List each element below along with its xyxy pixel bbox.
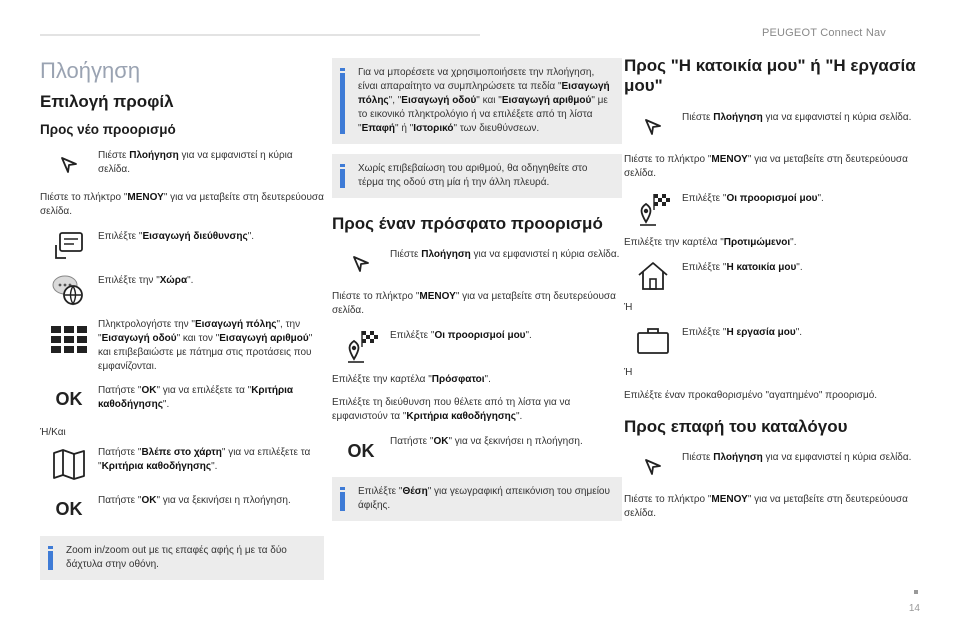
ok-icon	[332, 433, 390, 469]
column-2	[332, 58, 622, 531]
info-note	[332, 58, 622, 144]
address-entry-icon	[40, 228, 98, 264]
brand-label: PEUGEOT Connect Nav	[761, 27, 886, 39]
step-row	[624, 190, 916, 228]
step-text: Πατήστε "OK" για να επιλέξετε τα "Κριτήρια καθοδήγησης".	[98, 384, 294, 410]
ok-label: OK	[55, 499, 83, 520]
step-paragraph: Πιέστε το πλήκτρο "ΜΕΝΟΥ" για να μεταβείτε στη δευτερεύουσα σελίδα.	[332, 291, 616, 317]
column-1	[40, 46, 324, 590]
country-chat-globe-icon	[40, 272, 98, 308]
step-row	[40, 272, 324, 308]
step-text: Πιέστε Πλοήγηση για να εμφανιστεί η κύρια σελίδα.	[682, 111, 912, 123]
keyboard-grid-icon	[40, 316, 98, 364]
note-text: Επιλέξτε "Θέση" για γεωγραφική απεικόνιση του σημείου άφιξης.	[358, 486, 610, 512]
step-row	[40, 382, 324, 418]
page-marker	[914, 590, 918, 594]
column-3	[624, 42, 916, 530]
header-rule	[40, 34, 480, 36]
navigation-arrow-icon	[624, 449, 682, 485]
navigation-arrow-icon	[624, 109, 682, 145]
navigation-arrow-icon	[40, 147, 98, 183]
step-paragraph: Πιέστε το πλήκτρο "ΜΕΝΟΥ" για να μεταβείτε στη δευτερεύουσα σελίδα.	[624, 153, 908, 179]
step-paragraph: Επιλέξτε τη διεύθυνση που θέλετε από τη λίστα για να εμφανιστούν τα "Κριτήρια καθοδήγησης".	[332, 397, 571, 423]
step-paragraph: Επιλέξτε την καρτέλα "Πρόσφατοι".	[332, 374, 491, 386]
info-icon	[48, 546, 53, 570]
or-label: Ή	[624, 366, 633, 378]
step-row	[40, 492, 324, 528]
heading-select-profile: Επιλογή προφίλ	[40, 92, 174, 111]
step-row	[40, 147, 324, 183]
info-icon	[340, 487, 345, 511]
step-text: Πιέστε Πλοήγηση για να εμφανιστεί η κύρια σελίδα.	[390, 249, 620, 261]
or-and-label: Ή/Και	[40, 426, 66, 438]
navigation-arrow-icon	[332, 246, 390, 282]
step-text: Επιλέξτε "Η εργασία μου".	[682, 326, 803, 338]
step-text: Επιλέξτε "Εισαγωγή διεύθυνσης".	[98, 230, 255, 242]
ok-label: OK	[55, 389, 83, 410]
step-paragraph: Πιέστε το πλήκτρο "ΜΕΝΟΥ" για να μεταβείτε στη δευτερεύουσα σελίδα.	[624, 494, 908, 520]
step-paragraph: Επιλέξτε την καρτέλα "Προτιμώμενοι".	[624, 236, 797, 248]
info-note	[40, 536, 324, 580]
step-row	[332, 433, 622, 469]
info-icon	[340, 164, 345, 188]
ok-icon	[40, 492, 98, 528]
destinations-flag-pin-icon	[624, 190, 682, 228]
step-row	[624, 449, 916, 485]
step-text: Επιλέξτε την "Χώρα".	[98, 274, 194, 286]
subheading-new-destination: Προς νέο προορισμό	[40, 121, 176, 137]
step-row	[332, 327, 622, 365]
heading-home-work: Προς "Η κατοικία μου" ή "Η εργασία μου"	[624, 56, 916, 96]
home-icon	[624, 259, 682, 293]
step-text: Πατήστε "OK" για να ξεκινήσει η πλοήγηση.	[390, 436, 583, 448]
step-row	[624, 109, 916, 145]
heading-contact: Προς επαφή του καταλόγου	[624, 416, 848, 436]
page-header	[0, 0, 960, 40]
destinations-flag-pin-icon	[332, 327, 390, 365]
step-paragraph: Επιλέξτε έναν προκαθορισμένο "αγαπημένο" προορισμό.	[624, 389, 878, 401]
info-note	[332, 477, 622, 521]
step-row	[624, 324, 916, 358]
step-row	[40, 316, 324, 374]
or-label: Ή	[624, 301, 633, 313]
note-text: Για να μπορέσετε να χρησιμοποιήσετε την πλοήγηση, είναι απαραίτητο να συμπληρώσετε τα πεδία "Εισαγωγή πόλης", "Εισαγωγή οδού" και "Εισαγωγή αριθμού" με το εικονικό πληκτρολόγιο ή να επιλέξετε από τη λίστα "Επαφή" ή "Ιστορικό" των διευθύνσεων.	[358, 67, 610, 134]
page-number: 14	[908, 603, 920, 614]
step-text: Πιέστε Πλοήγηση για να εμφανιστεί η κύρια σελίδα.	[98, 149, 293, 175]
section-title: Πλοήγηση	[40, 58, 141, 83]
step-row	[40, 444, 324, 484]
step-row	[624, 259, 916, 293]
step-text: Πατήστε "OK" για να ξεκινήσει η πλοήγηση.	[98, 494, 291, 506]
info-note	[332, 154, 622, 198]
step-row	[40, 228, 324, 264]
ok-icon	[40, 382, 98, 418]
heading-recent-destination: Προς έναν πρόσφατο προορισμό	[332, 214, 603, 233]
step-text: Πατήστε "Βλέπε στο χάρτη" για να επιλέξετε τα "Κριτήρια καθοδήγησης".	[98, 446, 311, 472]
info-icon	[340, 68, 345, 134]
step-text: Επιλέξτε "Οι προορισμοί μου".	[682, 192, 824, 204]
step-text: Πληκτρολογήστε την "Εισαγωγή πόλης", την "Εισαγωγή οδού" και τον "Εισαγωγή αριθμού" και επιβεβαιώστε με πάτημα στις προτάσεις που εμφανίζονται.	[98, 318, 313, 372]
step-text: Πιέστε Πλοήγηση για να εμφανιστεί η κύρια σελίδα.	[682, 452, 912, 464]
step-paragraph: Πιέστε το πλήκτρο "ΜΕΝΟΥ" για να μεταβείτε στη δευτερεύουσα σελίδα.	[40, 191, 324, 217]
step-text: Επιλέξτε "Η κατοικία μου".	[682, 261, 803, 273]
ok-label: OK	[347, 440, 375, 461]
note-text: Zoom in/zoom out με τις επαφές αφής ή με τα δύο δάχτυλα στην οθόνη.	[66, 544, 287, 570]
step-text: Επιλέξτε "Οι προορισμοί μου".	[390, 330, 532, 342]
briefcase-icon	[624, 324, 682, 358]
step-row	[332, 246, 622, 282]
map-icon	[40, 444, 98, 484]
note-text: Χωρίς επιβεβαίωση του αριθμού, θα οδηγηθείτε στο τέρμα της οδού στη μία ή την άλλη πλευρά.	[358, 163, 588, 188]
